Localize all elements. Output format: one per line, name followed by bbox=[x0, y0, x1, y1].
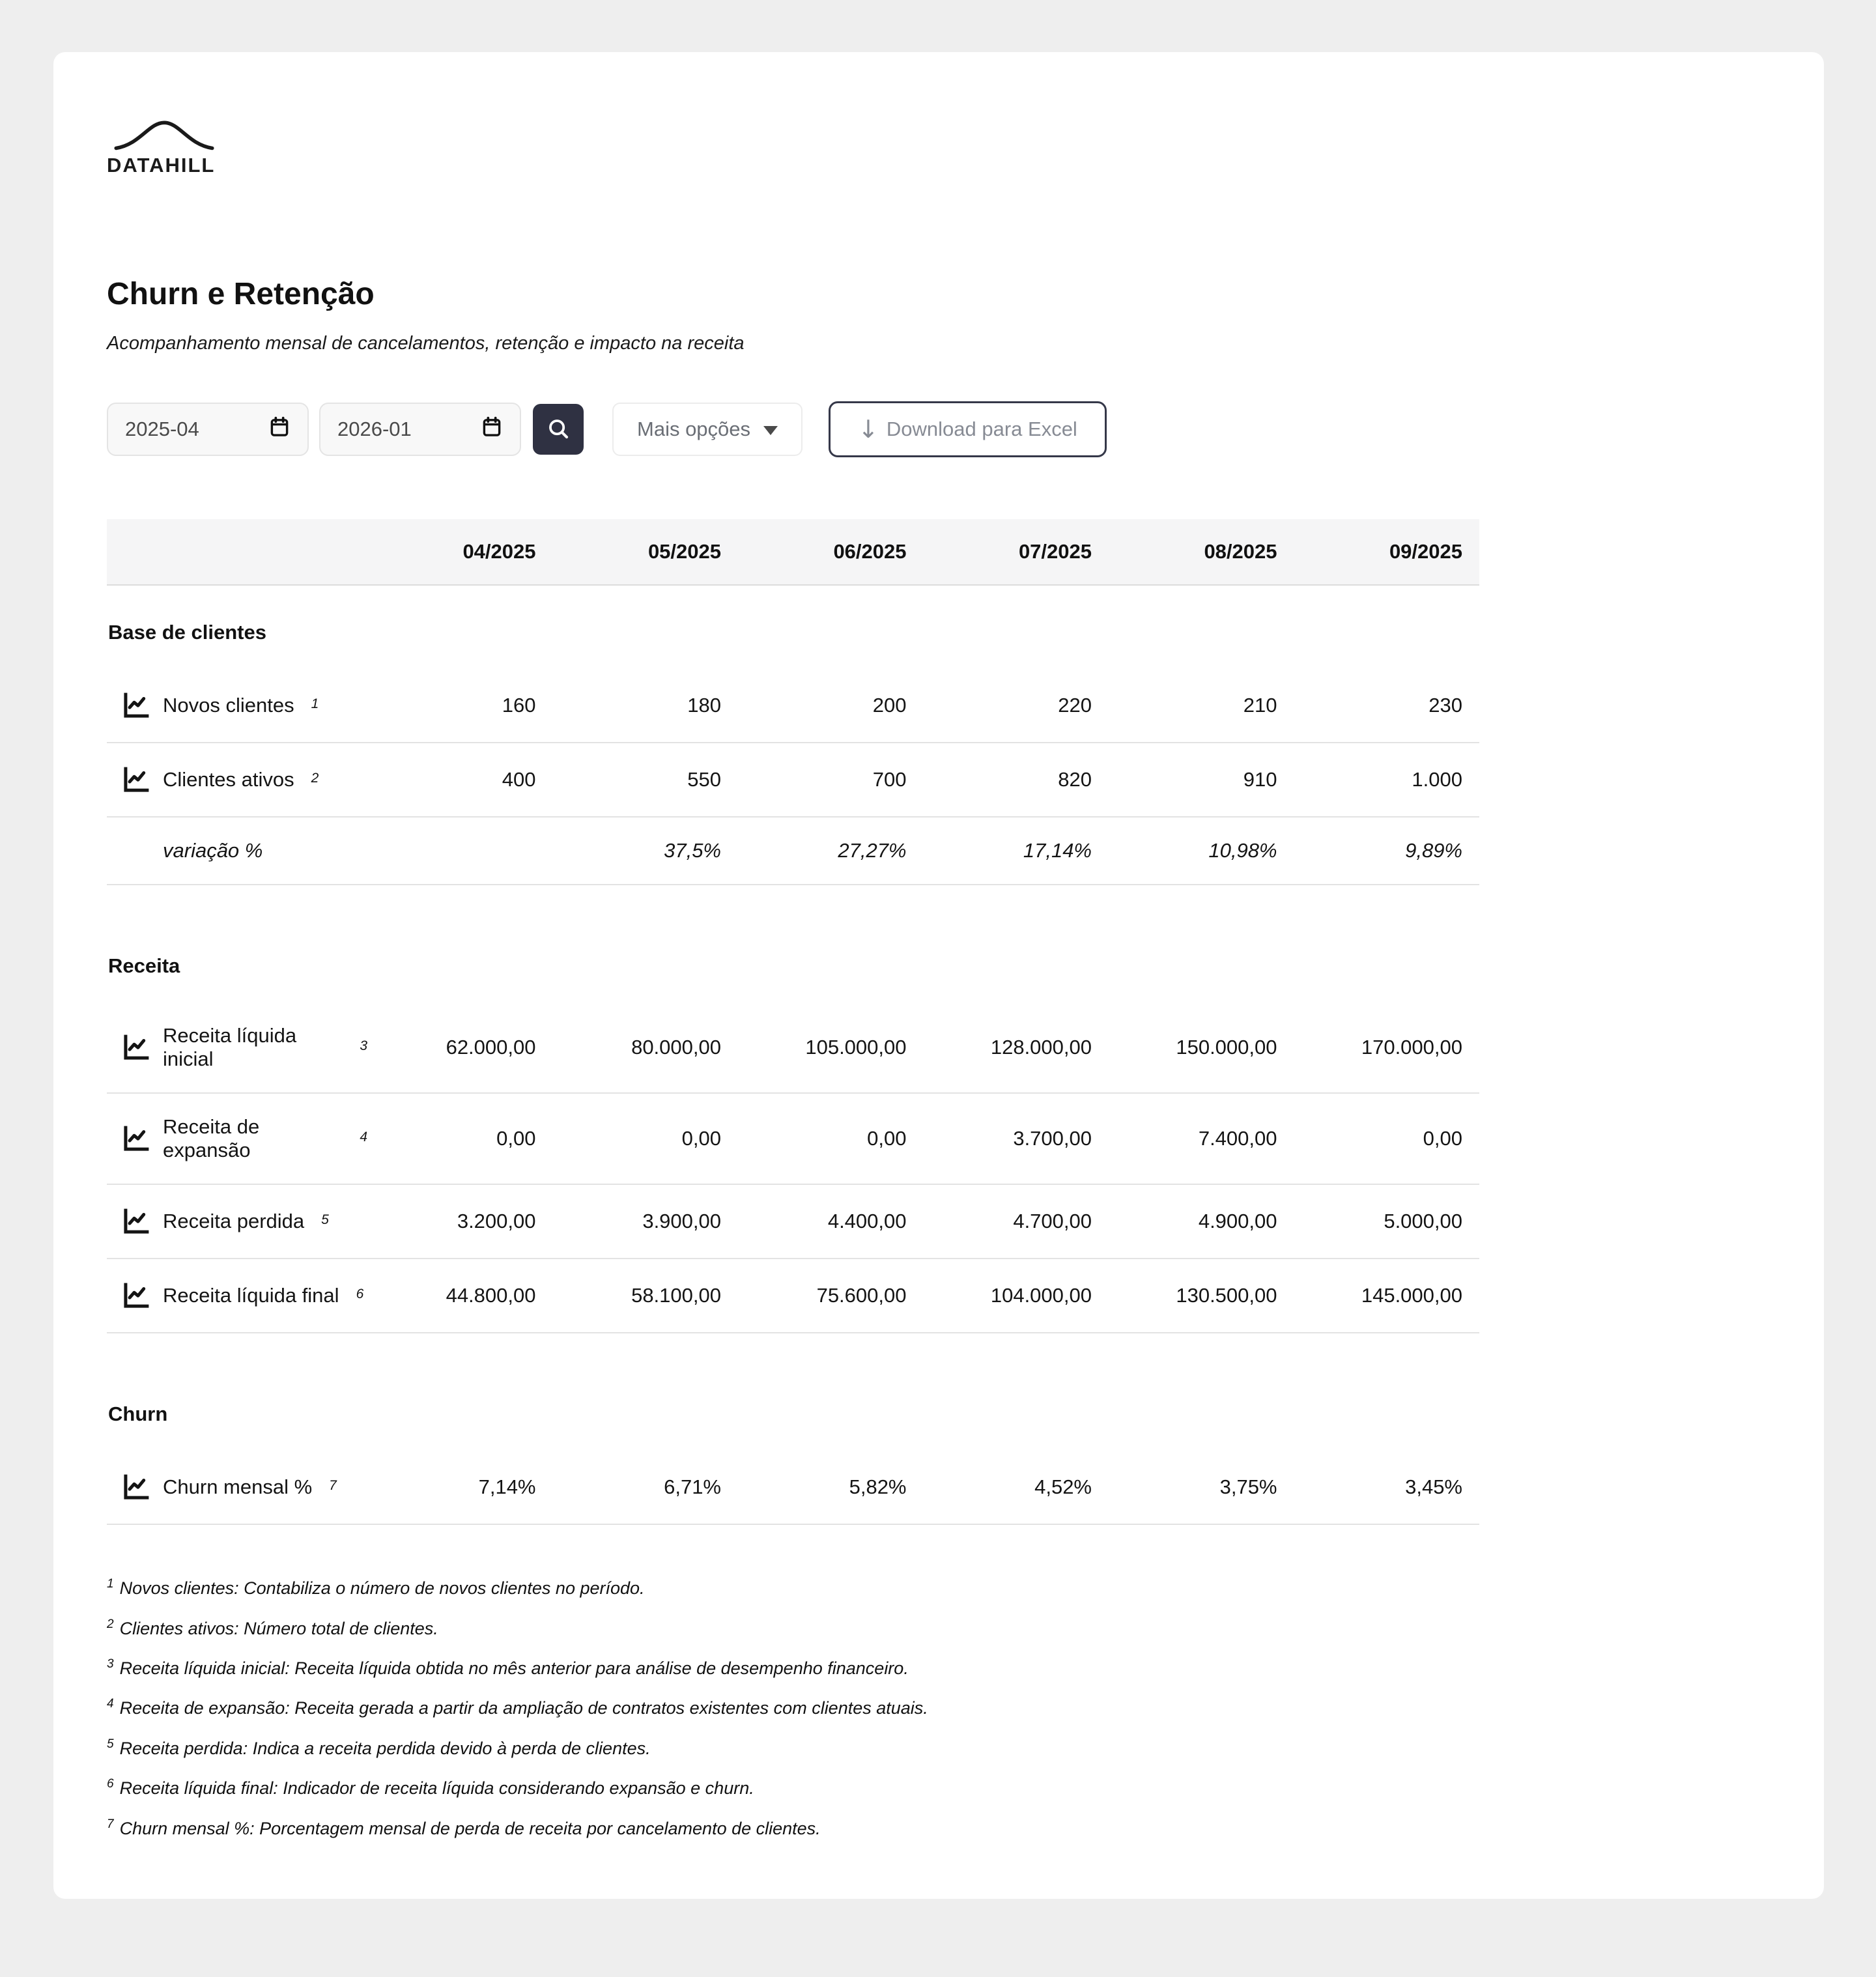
start-date-value: 2025-04 bbox=[125, 418, 199, 441]
row-label: Clientes ativos bbox=[163, 768, 294, 791]
footnote-number: 5 bbox=[107, 1737, 114, 1751]
table-row bbox=[107, 1451, 1479, 1524]
cell-value: 62.000,00 bbox=[367, 1003, 553, 1093]
row-label: Novos clientes bbox=[163, 694, 294, 717]
row-footnote-ref: 4 bbox=[360, 1130, 367, 1145]
footnote-number: 6 bbox=[107, 1777, 114, 1791]
chart-line-icon bbox=[121, 1032, 151, 1062]
table-row bbox=[107, 743, 1479, 817]
row-label-cell bbox=[107, 1259, 367, 1333]
chart-line-icon bbox=[121, 765, 151, 795]
cell-value: 3,45% bbox=[1294, 1451, 1480, 1524]
cell-value: 200 bbox=[738, 669, 924, 743]
cell-value: 44.800,00 bbox=[367, 1259, 553, 1333]
page-subtitle: Acompanhamento mensal de cancelamentos, retenção e impacto na receita bbox=[107, 333, 745, 354]
cell-value: 0,00 bbox=[1294, 1093, 1480, 1184]
cell-value: 9,89% bbox=[1294, 817, 1480, 885]
table-row bbox=[107, 1003, 1479, 1093]
row-footnote-ref: 2 bbox=[311, 771, 319, 786]
cell-value: 145.000,00 bbox=[1294, 1259, 1480, 1333]
footnote-text: Receita líquida inicial: Receita líquida obtida no mês anterior para análise de desempenho financeiro. bbox=[119, 1658, 909, 1678]
footnote bbox=[107, 1817, 1772, 1839]
cell-value: 0,00 bbox=[738, 1093, 924, 1184]
chart-line-icon bbox=[121, 1206, 151, 1236]
footnote-number: 3 bbox=[107, 1657, 114, 1671]
cell-value: 0,00 bbox=[553, 1093, 739, 1184]
start-date-input[interactable] bbox=[107, 403, 309, 456]
cell-value: 4.900,00 bbox=[1109, 1184, 1294, 1259]
cell-value: 170.000,00 bbox=[1294, 1003, 1480, 1093]
cell-value: 1.000 bbox=[1294, 743, 1480, 817]
calendar-icon[interactable] bbox=[268, 416, 291, 443]
row-label-cell bbox=[107, 743, 367, 817]
hill-curve-icon bbox=[107, 116, 219, 152]
row-label: Receita perdida bbox=[163, 1210, 305, 1233]
search-icon bbox=[546, 416, 571, 443]
cell-value: 104.000,00 bbox=[924, 1259, 1109, 1333]
chevron-down-icon bbox=[763, 426, 778, 435]
cell-value: 230 bbox=[1294, 669, 1480, 743]
cell-value: 910 bbox=[1109, 743, 1294, 817]
cell-value: 160 bbox=[367, 669, 553, 743]
table-row bbox=[107, 1184, 1479, 1259]
footnote-number: 7 bbox=[107, 1817, 114, 1831]
cell-value: 75.600,00 bbox=[738, 1259, 924, 1333]
section-title: Churn bbox=[108, 1402, 168, 1426]
end-date-value: 2026-01 bbox=[337, 418, 412, 441]
search-button[interactable] bbox=[533, 404, 584, 455]
row-label-cell bbox=[107, 1093, 367, 1184]
cell-value: 7,14% bbox=[367, 1451, 553, 1524]
cell-value: 3.900,00 bbox=[553, 1184, 739, 1259]
row-footnote-ref: 7 bbox=[329, 1478, 337, 1494]
table-corner-cell bbox=[107, 519, 367, 585]
cell-value: 150.000,00 bbox=[1109, 1003, 1294, 1093]
cell-value: 10,98% bbox=[1109, 817, 1294, 885]
download-excel-button[interactable] bbox=[829, 401, 1107, 457]
cell-value: 4,52% bbox=[924, 1451, 1109, 1524]
footnote-number: 4 bbox=[107, 1697, 114, 1711]
table-row bbox=[107, 1259, 1479, 1333]
cell-value: 5.000,00 bbox=[1294, 1184, 1480, 1259]
table-header bbox=[107, 519, 1479, 585]
column-header: 09/2025 bbox=[1294, 519, 1480, 585]
page bbox=[0, 52, 1876, 1899]
filter-bar bbox=[107, 401, 1772, 457]
cell-value: 700 bbox=[738, 743, 924, 817]
row-label-cell bbox=[107, 1451, 367, 1524]
row-label: Churn mensal % bbox=[163, 1475, 313, 1499]
cell-value: 7.400,00 bbox=[1109, 1093, 1294, 1184]
row-label: Receita de expansão bbox=[163, 1115, 260, 1162]
cell-value: 0,00 bbox=[367, 1093, 553, 1184]
row-footnote-ref: 6 bbox=[356, 1287, 364, 1302]
cell-value: 210 bbox=[1109, 669, 1294, 743]
brand-logo bbox=[107, 116, 219, 177]
chart-line-icon bbox=[121, 690, 151, 720]
table-row bbox=[107, 817, 1479, 885]
footnote bbox=[107, 1577, 1772, 1599]
end-date-input[interactable] bbox=[319, 403, 521, 456]
cell-value: 4.400,00 bbox=[738, 1184, 924, 1259]
column-header: 06/2025 bbox=[738, 519, 924, 585]
row-footnote-ref: 3 bbox=[360, 1038, 367, 1054]
cell-value: 37,5% bbox=[553, 817, 739, 885]
cell-value: 220 bbox=[924, 669, 1109, 743]
footnote-text: Clientes ativos: Número total de clientes. bbox=[119, 1618, 438, 1638]
cell-value: 58.100,00 bbox=[553, 1259, 739, 1333]
row-label: variação % bbox=[163, 839, 263, 862]
table-row bbox=[107, 1093, 1479, 1184]
section-title: Base de clientes bbox=[108, 621, 266, 644]
cell-value: 820 bbox=[924, 743, 1109, 817]
cell-value: 180 bbox=[553, 669, 739, 743]
column-header: 08/2025 bbox=[1109, 519, 1294, 585]
report-card bbox=[53, 52, 1824, 1899]
chart-line-icon bbox=[121, 1281, 151, 1311]
row-label: Receita líquida inicial bbox=[163, 1024, 297, 1071]
footnotes bbox=[107, 1577, 1772, 1839]
row-label-cell bbox=[107, 1003, 367, 1093]
more-options-label: Mais opções bbox=[637, 418, 751, 441]
footnote-text: Churn mensal %: Porcentagem mensal de perda de receita por cancelamento de clientes. bbox=[119, 1818, 821, 1838]
cell-value: 3.700,00 bbox=[924, 1093, 1109, 1184]
report-table bbox=[107, 519, 1479, 1525]
footnote-text: Receita de expansão: Receita gerada a partir da ampliação de contratos existentes com clientes atuais. bbox=[119, 1698, 928, 1718]
cell-value: 128.000,00 bbox=[924, 1003, 1109, 1093]
footnote bbox=[107, 1737, 1772, 1759]
footnote-number: 1 bbox=[107, 1577, 114, 1591]
footnote-number: 2 bbox=[107, 1617, 114, 1631]
chart-line-icon bbox=[121, 1124, 151, 1154]
row-footnote-ref: 5 bbox=[321, 1212, 329, 1228]
cell-value: 80.000,00 bbox=[553, 1003, 739, 1093]
footnote-text: Novos clientes: Contabiliza o número de novos clientes no período. bbox=[119, 1578, 645, 1599]
cell-value: 6,71% bbox=[553, 1451, 739, 1524]
brand-name: DATAHILL bbox=[107, 154, 216, 177]
footnote bbox=[107, 1697, 1772, 1718]
cell-value: 17,14% bbox=[924, 817, 1109, 885]
cell-value: 4.700,00 bbox=[924, 1184, 1109, 1259]
row-label-cell bbox=[107, 669, 367, 743]
row-label-cell bbox=[107, 1184, 367, 1259]
calendar-icon[interactable] bbox=[481, 416, 503, 443]
footnote bbox=[107, 1617, 1772, 1639]
download-arrow-icon: ↓ bbox=[858, 415, 879, 444]
row-label: Receita líquida final bbox=[163, 1284, 339, 1307]
cell-value: 400 bbox=[367, 743, 553, 817]
cell-value: 27,27% bbox=[738, 817, 924, 885]
cell-value bbox=[367, 817, 553, 885]
footnote bbox=[107, 1777, 1772, 1799]
download-excel-label: Download para Excel bbox=[886, 418, 1077, 441]
section-title: Receita bbox=[108, 954, 180, 978]
row-footnote-ref: 1 bbox=[311, 696, 319, 712]
more-options-button[interactable] bbox=[612, 403, 803, 456]
cell-value: 130.500,00 bbox=[1109, 1259, 1294, 1333]
chart-line-icon bbox=[121, 1472, 151, 1502]
cell-value: 3,75% bbox=[1109, 1451, 1294, 1524]
cell-value: 5,82% bbox=[738, 1451, 924, 1524]
cell-value: 3.200,00 bbox=[367, 1184, 553, 1259]
cell-value: 105.000,00 bbox=[738, 1003, 924, 1093]
column-header: 07/2025 bbox=[924, 519, 1109, 585]
column-header: 04/2025 bbox=[367, 519, 553, 585]
cell-value: 550 bbox=[553, 743, 739, 817]
column-header: 05/2025 bbox=[553, 519, 739, 585]
footnote-text: Receita perdida: Indica a receita perdida devido à perda de clientes. bbox=[119, 1738, 651, 1758]
page-title: Churn e Retenção bbox=[107, 277, 375, 311]
footnote bbox=[107, 1657, 1772, 1679]
row-label-cell bbox=[107, 817, 367, 885]
footnote-text: Receita líquida final: Indicador de receita líquida considerando expansão e churn. bbox=[119, 1778, 754, 1799]
table-row bbox=[107, 669, 1479, 743]
